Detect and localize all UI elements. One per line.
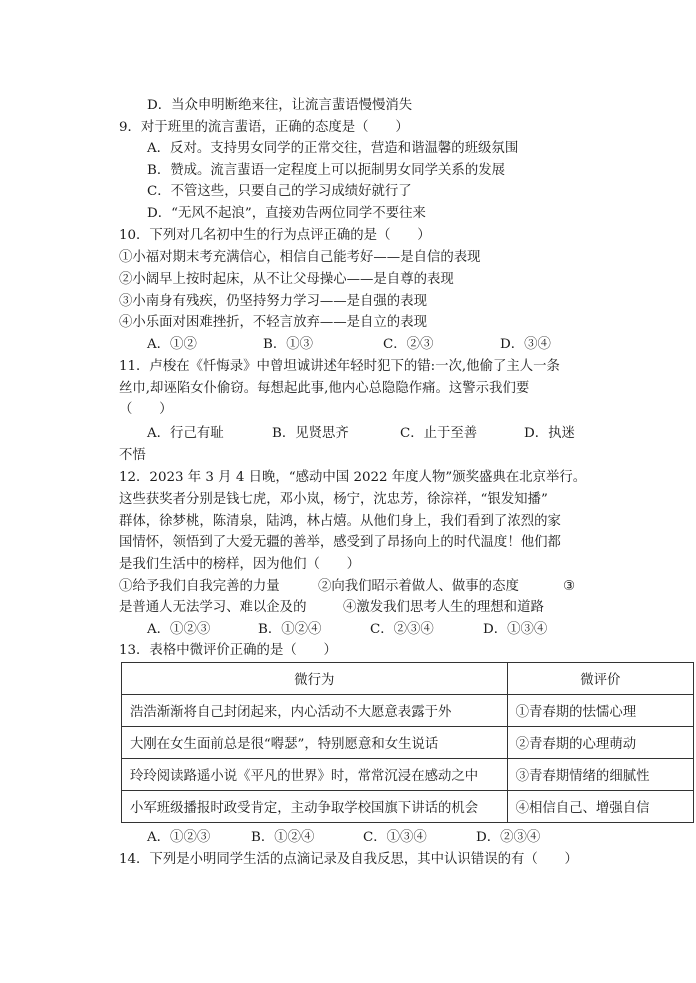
q12-statement-3-text: 是普通人无法学习、难以企及的	[119, 600, 307, 615]
table-header-evaluation: 微评价	[507, 663, 693, 695]
q12-option-b: B．①②④	[258, 622, 322, 637]
q13-stem: 13．表格中微评价正确的是（ ）	[119, 643, 337, 658]
table-cell-evaluation: ②青春期的心理萌动	[507, 727, 693, 759]
q13-option-c: C．①③④	[363, 830, 427, 845]
q8-option-d: D．当众申明断绝来往，让流言蜚语慢慢消失	[147, 98, 413, 113]
table-cell-behavior: 大刚在女生面前总是很“嘚瑟”，特别愿意和女生说话	[122, 727, 508, 759]
q11-stem-line-3: （ ）	[119, 402, 173, 417]
q12-stem-line-3: 群体，徐梦桃，陈清泉，陆鸿，林占熺。从他们身上，我们看到了浓烈的家	[119, 514, 561, 529]
q11-stem-line-2: 丝巾,却诬陷女仆偷窃。每想起此事,他内心总隐隐作痛。这警示我们要	[119, 381, 530, 396]
table-row	[122, 759, 694, 791]
q9-option-a: A．反对。支持男女同学的正常交往，营造和谐温馨的班级氛围	[147, 141, 519, 156]
q9-option-b: B．赞成。流言蜚语一定程度上可以扼制男女同学关系的发展	[147, 163, 505, 178]
table-cell-behavior: 小军班级播报时政受肯定，主动争取学校国旗下讲话的机会	[122, 791, 508, 823]
q9-option-d: D．“无风不起浪”，直接劝告两位同学不要往来	[147, 206, 426, 221]
q13-option-d: D．②③④	[476, 830, 541, 845]
table-cell-behavior: 玲玲阅读路遥小说《平凡的世界》时，常常沉浸在感动之中	[122, 759, 508, 791]
q10-option-d: D．③④	[500, 337, 551, 352]
q13-option-a: A．①②③	[147, 830, 211, 845]
q12-option-a: A．①②③	[147, 622, 211, 637]
table-cell-evaluation: ③青春期情绪的细腻性	[507, 759, 693, 791]
q12-stem-line-4: 国情怀，领悟到了大爱无疆的善举，感受到了昂扬向上的时代温度！他们都	[119, 535, 561, 550]
q12-option-d: D．①③④	[483, 622, 548, 637]
q14-stem: 14．下列是小明同学生活的点滴记录及自我反思，其中认识错误的有（ ）	[119, 852, 578, 867]
table-header-row	[122, 663, 694, 695]
q11-option-c: C．止于至善	[400, 426, 478, 441]
q10-option-b: B．①③	[263, 337, 314, 352]
q12-stem-line-1: 12．2023 年 3 月 4 日晚，“感动中国 2022 年度人物”颁奖盛典在北京举行。	[119, 470, 587, 485]
q13-table	[121, 662, 694, 823]
q9-stem: 9．对于班里的流言蜚语，正确的态度是（ ）	[119, 120, 409, 135]
table-header-behavior: 微行为	[122, 663, 508, 695]
q10-statement-1: ①小福对期末考充满信心，相信自己能考好——是自信的表现	[119, 250, 481, 265]
q12-statement-1: ①给予我们自我完善的力量	[119, 579, 280, 594]
q13-option-b: B．①②④	[251, 830, 315, 845]
q10-statement-2: ②小阔早上按时起床，从不让父母操心——是自尊的表现	[119, 272, 454, 287]
q12-option-c: C．②③④	[370, 622, 434, 637]
q11-option-d: D．执迷	[524, 426, 575, 441]
q11-option-b: B．见贤思齐	[272, 426, 349, 441]
table-cell-evaluation: ①青春期的怯懦心理	[507, 695, 693, 727]
table-row	[122, 791, 694, 823]
q11-option-d-wrap: 不悟	[119, 448, 146, 463]
table-row	[122, 695, 694, 727]
q10-option-c: C．②③	[383, 337, 434, 352]
q12-statement-4: ④激发我们思考人生的理想和道路	[343, 600, 544, 615]
table-cell-behavior: 浩浩渐渐将自己封闭起来，内心活动不大愿意表露于外	[122, 695, 508, 727]
table-cell-evaluation: ④相信自己、增强自信	[507, 791, 693, 823]
q12-statement-2: ②向我们昭示着做人、做事的态度	[318, 579, 519, 594]
q10-stem: 10．下列对几名初中生的行为点评正确的是（ ）	[119, 228, 431, 243]
q9-option-c: C．不管这些，只要自己的学习成绩好就行了	[147, 184, 412, 199]
q10-statement-3: ③小南身有残疾，仍坚持努力学习——是自强的表现	[119, 294, 427, 309]
q10-option-a: A．①②	[147, 337, 197, 352]
q12-stem-line-5: 是我们生活中的榜样，因为他们（ ）	[119, 557, 361, 572]
q10-statement-4: ④小乐面对困难挫折，不轻言放弃——是自立的表现	[119, 315, 427, 330]
q11-option-a: A．行己有耻	[147, 426, 224, 441]
q12-stem-line-2: 这些获奖者分别是钱七虎，邓小岚，杨宁，沈忠芳，徐淙祥，“银发知播”	[119, 492, 548, 507]
q12-statement-3-marker: ③	[563, 579, 576, 594]
q11-stem-line-1: 11．卢梭在《忏悔录》中曾坦诚讲述年轻时犯下的错:一次,他偷了主人一条	[119, 359, 560, 374]
table-row	[122, 727, 694, 759]
